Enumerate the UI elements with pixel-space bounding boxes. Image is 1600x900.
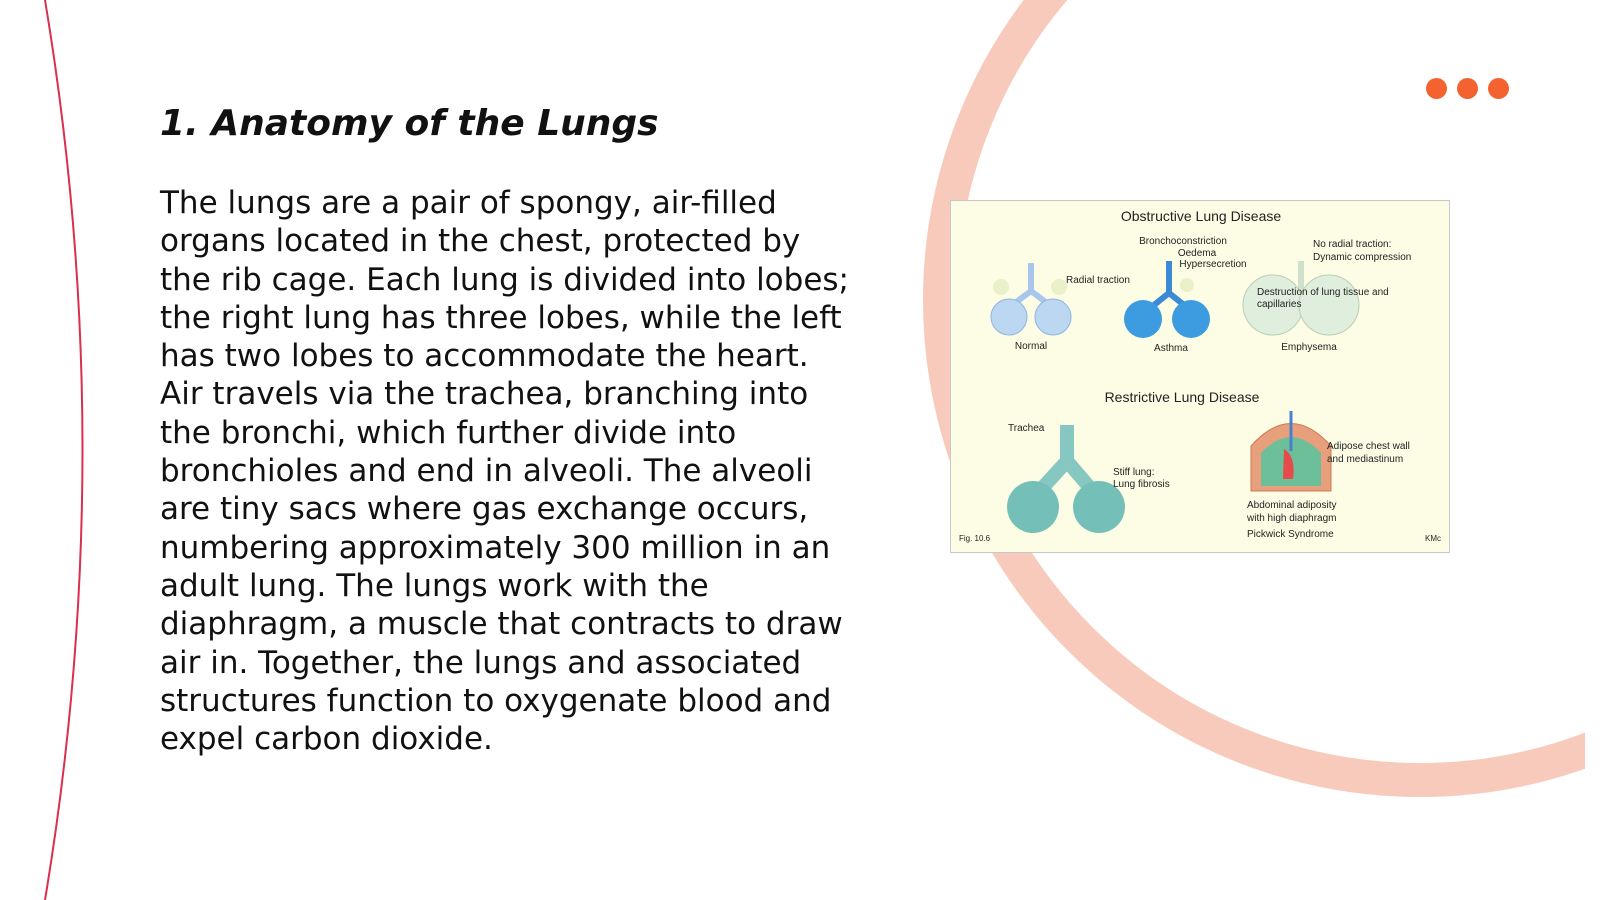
pickwick-chest-illustration <box>1251 411 1331 491</box>
oedema-label: Oedema <box>1177 248 1217 259</box>
radial-traction-label: Radial traction <box>1066 275 1130 286</box>
mediastinum-label: and mediastinum <box>1327 454 1404 465</box>
figure-number: Fig. 10.6 <box>959 534 991 543</box>
normal-label: Normal <box>1014 341 1048 352</box>
emphysema-lung-illustration <box>1243 261 1359 335</box>
destruction-label: Destruction of lung tissue and <box>1257 287 1389 298</box>
hypersecretion-label: Hypersecretion <box>1179 259 1247 270</box>
abdominal-adiposity-label: Abdominal adiposity <box>1247 500 1337 511</box>
high-diaphragm-label: with high diaphragm <box>1247 513 1337 524</box>
stiff-lung-label: Stiff lung: <box>1113 467 1155 478</box>
slide-title: 1. Anatomy of the Lungs <box>160 103 659 144</box>
menu-dots <box>1426 78 1509 99</box>
capillaries-label: capillaries <box>1257 299 1302 310</box>
asthma-lung-illustration <box>1124 261 1210 338</box>
dot-1 <box>1426 78 1447 99</box>
adipose-chest-label: Adipose chest wall <box>1327 441 1410 452</box>
dot-3 <box>1488 78 1509 99</box>
dot-2 <box>1457 78 1478 99</box>
lung-disease-diagram <box>951 201 1450 553</box>
bronchoconstriction-label: Bronchoconstriction <box>1139 236 1227 247</box>
trachea-label: Trachea <box>1008 423 1045 434</box>
left-curve-line <box>45 0 83 900</box>
slide-body-text: The lungs are a pair of spongy, air-filled organs located in the chest, protected by the rib cage. Each lung is divided into lobes; the right lung has three lobes, while the left has two lobes to accommodate the heart. Air travels via the trachea, branching into the bronchi, which further divide into bronchioles and end in alveoli. The alveoli are tiny sacs where gas exchange occurs, numbering approximately 300 million in an adult lung. The lungs work with the diaphragm, a muscle that contracts to draw air in. Together, the lungs and associated structures function to oxygenate blood and expel carbon dioxide. <box>160 185 849 758</box>
normal-lung-illustration <box>991 263 1071 335</box>
restrictive-title: Restrictive Lung Disease <box>1104 389 1260 405</box>
asthma-label: Asthma <box>1154 343 1188 354</box>
emphysema-label: Emphysema <box>1281 342 1337 353</box>
obstructive-title: Obstructive Lung Disease <box>1120 208 1282 224</box>
lung-disease-figure <box>950 200 1450 553</box>
figure-credit: KMc <box>1425 534 1441 543</box>
arc-mask <box>1585 0 1600 900</box>
lung-fibrosis-label: Lung fibrosis <box>1113 479 1170 490</box>
pickwick-label: Pickwick Syndrome <box>1247 529 1334 540</box>
dynamic-compression-label: Dynamic compression <box>1313 252 1412 263</box>
stiff-lung-illustration <box>1007 425 1125 533</box>
no-radial-traction-label: No radial traction: <box>1313 239 1392 250</box>
